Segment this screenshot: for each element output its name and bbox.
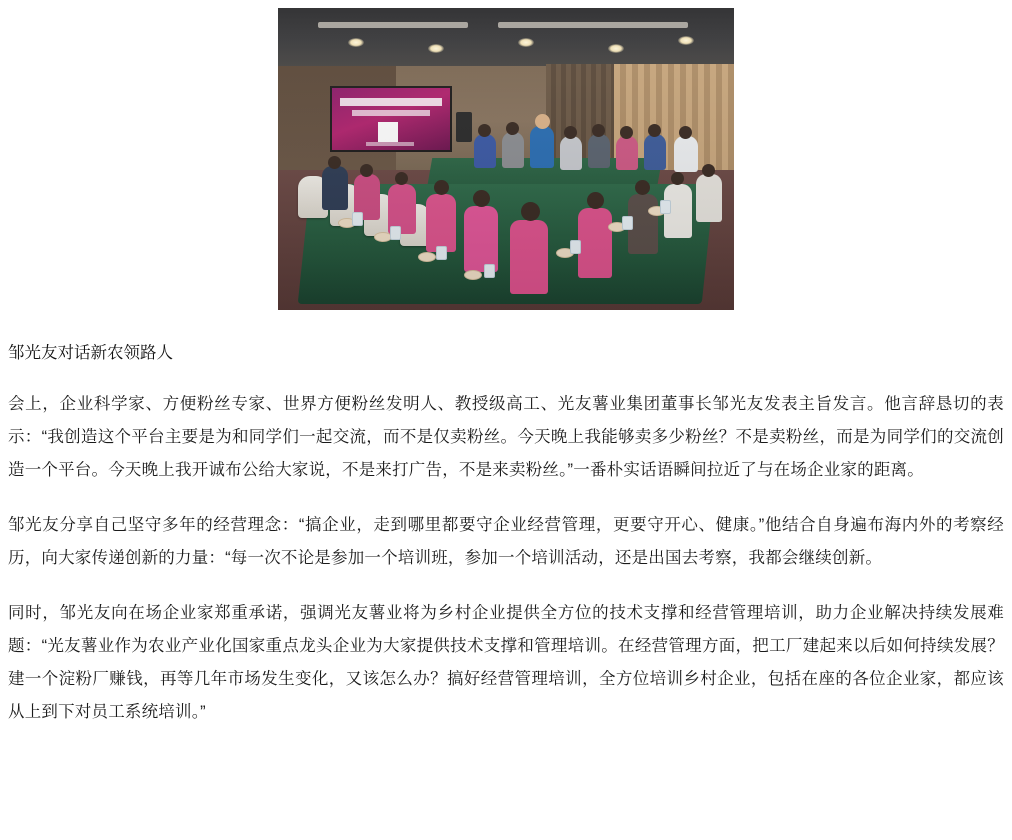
- attendee-head: [635, 180, 650, 195]
- attendee: [322, 166, 348, 210]
- ceiling-light: [518, 38, 534, 47]
- table-cup: [570, 240, 581, 254]
- screen-title-bar: [340, 98, 442, 106]
- attendee-head: [473, 190, 490, 207]
- attendee: [588, 134, 610, 168]
- figure-caption: 邹光友对话新农领路人: [8, 344, 173, 362]
- table-cup: [390, 226, 401, 240]
- article-body: [8, 388, 1004, 729]
- attendee: [644, 134, 666, 170]
- attendee-head: [587, 192, 604, 209]
- article-figure: [8, 0, 1004, 310]
- attendee-head: [395, 172, 408, 185]
- attendee: [474, 134, 496, 168]
- attendee: [560, 136, 582, 170]
- attendee: [464, 206, 498, 272]
- attendee-head: [648, 124, 661, 137]
- screen-footer-bar: [366, 142, 414, 146]
- ceiling-light: [608, 44, 624, 53]
- table-cup: [484, 264, 495, 278]
- presentation-screen: [330, 86, 452, 152]
- attendee: [502, 132, 524, 168]
- attendee: [616, 136, 638, 170]
- attendee: [578, 208, 612, 278]
- table-cup: [660, 200, 671, 214]
- table-cup: [352, 212, 363, 226]
- article-paragraph: 会上，企业科学家、方便粉丝专家、世界方便粉丝发明人、教授级高工、光友薯业集团董事长邹光友发表主旨发言。他言辞恳切的表示：“我创造这个平台主要是为和同学们一起交流，而不是仅卖粉丝。今天晚上我能够卖多少粉丝？不是卖粉丝，而是为同学们的交流创造一个平台。今天晚上我开诚布公给大家说，不是来打广告，不是来卖粉丝。”一番朴实话语瞬间拉近了与在场企业家的距离。: [8, 395, 1004, 480]
- qr-code-icon: [378, 122, 398, 142]
- speaker-person: [530, 126, 554, 168]
- attendee-head: [592, 124, 605, 137]
- ceiling: [278, 8, 734, 70]
- attendee-head: [478, 124, 491, 137]
- attendee-head: [521, 202, 540, 221]
- table-plate: [464, 270, 482, 280]
- attendee: [674, 136, 698, 172]
- meeting-photo: [278, 8, 734, 310]
- speaker-icon: [456, 112, 472, 142]
- attendee-head: [506, 122, 519, 135]
- article-paragraph: 邹光友分享自己坚守多年的经营理念：“搞企业，走到哪里都要守企业经营管理，更要守开心、健康。”他结合自身遍布海内外的考察经历，向大家传递创新的力量：“每一次不论是参加一个培训班，参加一个培训活动，还是出国去考察，我都会继续创新。: [8, 516, 1004, 568]
- attendee-head: [564, 126, 577, 139]
- ceiling-light: [348, 38, 364, 47]
- attendee-head: [679, 126, 692, 139]
- attendee-head: [434, 180, 449, 195]
- attendee-head: [671, 172, 684, 185]
- attendee: [426, 194, 456, 252]
- attendee-head: [620, 126, 633, 139]
- table-plate: [418, 252, 436, 262]
- attendee-head: [328, 156, 341, 169]
- ceiling-light: [428, 44, 444, 53]
- attendee: [510, 220, 548, 294]
- screen-subtitle-bar: [352, 110, 430, 116]
- attendee: [696, 174, 722, 222]
- article-paragraph: 同时，邹光友向在场企业家郑重承诺，强调光友薯业将为乡村企业提供全方位的技术支撑和经营管理培训，助力企业解决持续发展难题：“光友薯业作为农业产业化国家重点龙头企业为大家提供技术支撑和管理培训。在经营管理方面，把工厂建起来以后如何持续发展？建一个淀粉厂赚钱，再等几年市场发生变化，又该怎么办？搞好经营管理培训，全方位培训乡村企业，包括在座的各位企业家，都应该从上到下对员工系统培训。”: [8, 604, 1004, 722]
- table-cup: [622, 216, 633, 230]
- attendee-head: [702, 164, 715, 177]
- ceiling-strip: [498, 22, 688, 28]
- speaker-head: [535, 114, 550, 129]
- ceiling-strip: [318, 22, 468, 28]
- ceiling-light: [678, 36, 694, 45]
- table-cup: [436, 246, 447, 260]
- attendee-head: [360, 164, 373, 177]
